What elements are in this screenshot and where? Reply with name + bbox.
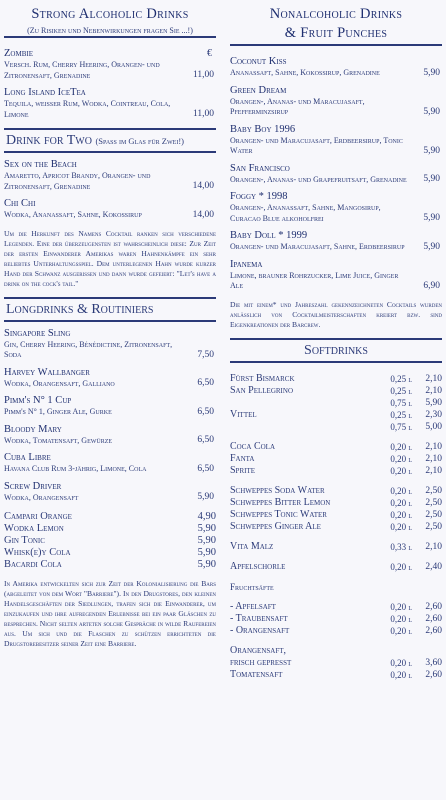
- drink-description: Wodka, Tomatensaft, Gewürze: [4, 435, 113, 445]
- softdrink-row: [230, 669, 442, 681]
- currency-symbol: €: [207, 48, 212, 59]
- drink-name: Screw Driver: [4, 480, 62, 492]
- drink-name: Foggy * 1998: [230, 191, 288, 202]
- softdrink-row: [230, 521, 442, 533]
- softdrink-volume: 0,20 l: [390, 509, 412, 520]
- longdrinks-title: Longdrinks & Routiniers: [6, 301, 154, 317]
- menu-item: [4, 159, 216, 192]
- simple-drink-row: [4, 511, 216, 523]
- softdrink-volume: 0,75 l: [390, 397, 412, 408]
- drink-price: 5,90: [423, 67, 440, 78]
- menu-item: [230, 230, 442, 253]
- softdrink-name: Coca Cola: [230, 440, 276, 452]
- softdrink-row: [230, 601, 442, 613]
- softdrink-price: [412, 645, 442, 657]
- softdrink-name: Tomatensaft: [230, 668, 283, 680]
- softdrink-volume: 0,20 l: [390, 669, 412, 680]
- drink-price: 5,90: [197, 535, 216, 546]
- softdrink-row: [230, 409, 442, 421]
- softdrink-price: 2,10: [425, 385, 442, 396]
- drink-description: Gin, Cherry Heering, Bénédictine, Zitronensaft, Soda: [4, 339, 173, 359]
- menu-item: [230, 56, 442, 79]
- softdrinks-section: [230, 338, 442, 681]
- right-column: [230, 6, 442, 681]
- drink-name: Harvey Wallbanger: [4, 366, 90, 378]
- menu-item: [4, 198, 216, 221]
- drink-description: Tequila, weißer Rum, Wodka, Cointreau, Cola, Limone: [4, 99, 171, 119]
- softdrink-row: [230, 657, 442, 669]
- softdrink-price: 2,60: [425, 625, 442, 636]
- softdrink-row: [230, 561, 442, 573]
- softdrink-name: Apfelschorle: [230, 560, 286, 572]
- softdrink-price: 3,60: [425, 657, 442, 668]
- drink-price: 6,90: [423, 280, 440, 291]
- drink-name: Bacardi Cola: [4, 559, 62, 570]
- softdrink-price: 2,60: [425, 669, 442, 680]
- menu-item: [4, 481, 216, 504]
- menu-item: [230, 163, 442, 186]
- bar-history-note: In Amerika entwickelten sich zur Zeit der Kolonialisierung die Bars (abgeleitet von dem Wort "Barriere"). In den Drugstores, den kleinen Handelsgeschäften der Siedlungen, trafen sich die Einwanderer, um einzukaufen und ihre aufregenden Erlebnisse bei ein paar Gläschen zu besprechen. Nicht selten arteten solche Gespräche in wilde Raufereien aus. Um sich und die Flaschen zu schützen errichteten die Drugstorebesitzer seiner Zeit eine Barriere.: [4, 579, 216, 648]
- softdrink-row: [230, 465, 442, 477]
- softdrink-name: Sprite: [230, 464, 256, 476]
- drink-name: San Francisco: [230, 162, 290, 174]
- drink-name: Chi Chi: [4, 198, 36, 209]
- softdrink-row: [230, 373, 442, 385]
- menu-item: [230, 259, 442, 292]
- drink-price: 5,90: [197, 547, 216, 558]
- drink-description: Havana Club Rum 3-jährig, Limone, Cola: [4, 464, 147, 473]
- softdrink-volume: 0,25 l: [390, 373, 412, 384]
- drink-price: 5,90: [197, 492, 214, 502]
- drink-price: 5,90: [423, 174, 440, 184]
- softdrink-volume: 0,25 l: [390, 409, 412, 420]
- softdrink-name: - Traubensaft: [230, 612, 288, 624]
- softdrinks-list: [230, 373, 442, 681]
- softdrink-price: 2,60: [425, 601, 442, 612]
- softdrink-name: - Apfelsaft: [230, 600, 276, 612]
- drink-description: Orangen- und Maracujasaft, Sahne, Erdbeersirup: [230, 242, 405, 251]
- championship-note: Die mit einem* und Jahreszahl gekennzeichneten Cocktails wurden anlässlich von Cocktailmeisterschaften kreiert bzw. sind Eigenkreationen der Barcrew.: [230, 299, 442, 329]
- softdrink-price: 2,50: [425, 485, 442, 496]
- softdrink-name: frisch gepresst: [230, 656, 292, 668]
- drink-price: 14,00: [192, 181, 214, 191]
- softdrink-name: Schweppes Soda Water: [230, 484, 325, 496]
- softdrink-name: - Orangensaft: [230, 624, 290, 636]
- drink-price: 6,50: [197, 435, 214, 445]
- row-gap: [230, 477, 442, 485]
- menu-item: [4, 48, 216, 81]
- softdrink-name: [230, 421, 368, 433]
- drink-price: 6,50: [197, 378, 214, 388]
- softdrink-price: 5,90: [425, 397, 442, 408]
- softdrink-name: Schweppes Bitter Lemon: [230, 496, 331, 508]
- softdrink-volume: 0,20 l: [390, 625, 412, 636]
- softdrink-price: 2,50: [425, 497, 442, 508]
- softdrink-row: [230, 509, 442, 521]
- softdrink-volume: 0,20 l: [390, 441, 412, 452]
- drink-description: Orangen- und Maracujasaft, Erdbeersirup, Tonic Water: [230, 135, 403, 155]
- nonalcoholic-title-line1: Nonalcoholic Drinks: [269, 6, 403, 22]
- softdrink-price: 2,10: [425, 373, 442, 384]
- softdrink-row: [230, 541, 442, 553]
- strong-drinks-subtitle: (Zu Risiken und Nebenwirkungen fragen Sie ...!): [27, 26, 193, 35]
- drink-name: Gin Tonic: [4, 535, 45, 546]
- softdrink-name: San Pellegrino: [230, 384, 294, 396]
- softdrink-volume: 0,33 l: [390, 541, 412, 552]
- left-column: [4, 6, 216, 649]
- softdrink-name: Schweppes Tonic Water: [230, 508, 327, 520]
- softdrink-name: Vittel: [230, 408, 257, 420]
- drink-price: 5,90: [423, 213, 440, 223]
- drink-price: 14,00: [192, 209, 214, 220]
- simple-drink-row: [4, 523, 216, 535]
- drink-name: Singapore Sling: [4, 327, 71, 339]
- softdrink-row: [230, 645, 442, 657]
- row-gap: [230, 593, 442, 601]
- softdrink-volume: 0,20 l: [390, 497, 412, 508]
- softdrink-volume: 0,20 l: [390, 465, 412, 476]
- menu-item: [230, 124, 442, 157]
- drink-price: 11,00: [192, 109, 214, 119]
- softdrink-row: [230, 397, 442, 409]
- drink-name: Cuba Libre: [4, 452, 51, 463]
- softdrinks-header: [230, 338, 442, 363]
- softdrink-price: 2,10: [425, 541, 442, 552]
- drink-price: 5,90: [423, 241, 440, 252]
- softdrink-price: 2,10: [425, 465, 442, 476]
- drink-price: 6,50: [197, 463, 214, 474]
- drink-name: Wodka Lemon: [4, 523, 64, 534]
- softdrink-row: [230, 625, 442, 637]
- drink-for-two-title: Drink for Two: [6, 133, 92, 148]
- nonalcoholic-section: [230, 6, 442, 330]
- softdrink-row: [230, 421, 442, 433]
- softdrink-volume: 0,20 l: [390, 561, 412, 572]
- longdrinks-header: [4, 297, 216, 322]
- row-gap: [230, 637, 442, 645]
- drink-name: Bloody Mary: [4, 423, 62, 435]
- drink-price: 11,00: [192, 70, 214, 80]
- strong-drinks-section: [4, 6, 216, 120]
- row-gap: [230, 433, 442, 441]
- drink-name: Baby Boy 1996: [230, 123, 296, 135]
- softdrink-volume: 0,20 l: [390, 453, 412, 464]
- drink-name: Coconut Kiss: [230, 56, 287, 67]
- softdrink-price: 2,10: [425, 453, 442, 464]
- drink-description: Orangen-, Ananas- und Maracujasaft, Pfefferminzsirup: [230, 96, 365, 116]
- softdrink-row: [230, 485, 442, 497]
- menu-item: [4, 87, 216, 120]
- row-gap: [230, 533, 442, 541]
- softdrink-price: 5,00: [425, 421, 442, 432]
- softdrink-row: [230, 441, 442, 453]
- drink-name: Ipanema: [230, 258, 263, 270]
- softdrink-row: [230, 497, 442, 509]
- drink-price: 5,90: [423, 145, 440, 156]
- softdrink-volume: 0,20 l: [390, 521, 412, 532]
- softdrink-name: Fanta: [230, 452, 255, 464]
- simple-drink-row: [4, 559, 216, 571]
- longdrinks-section: [4, 297, 216, 650]
- softdrink-volume: 0,75 l: [390, 421, 412, 432]
- simple-drink-row: [4, 535, 216, 547]
- softdrink-volume: 0,20 l: [390, 601, 412, 612]
- softdrink-price: 2,30: [425, 409, 442, 420]
- drink-description: Wodka, Ananassaft, Sahne, Kokossirup: [4, 210, 142, 219]
- drink-description: Amaretto, Apricot Brandy, Orangen- und Zitronensaft, Grenadine: [4, 171, 151, 191]
- softdrink-name: [230, 397, 368, 409]
- strong-drinks-title: Strong Alcoholic Drinks: [31, 6, 189, 22]
- drink-description: Pimm's N° 1, Ginger Ale, Gurke: [4, 407, 112, 416]
- drink-description: Ananassaft, Sahne, Kokossirup, Grenadine: [230, 68, 380, 77]
- softdrink-group-heading: Fruchtsäfte: [230, 581, 274, 592]
- drink-name: Sex on the Beach: [4, 159, 77, 170]
- drink-price: 7,50: [197, 349, 214, 360]
- menu-item: [4, 367, 216, 390]
- softdrink-name: Orangensaft,: [230, 644, 287, 656]
- drink-price: 5,90: [423, 106, 440, 117]
- menu-item: [230, 191, 442, 224]
- menu-item: [4, 452, 216, 475]
- menu-item: [4, 395, 216, 418]
- softdrink-name: Vita Malz: [230, 540, 274, 552]
- drink-name: Pimm's N° 1 Cup: [4, 395, 72, 406]
- drink-description: Limone, brauner Rohrzucker, Lime Juice, Ginger Ale: [230, 270, 399, 290]
- drink-name: Zombie: [4, 48, 33, 59]
- drink-name: Campari Orange: [4, 511, 72, 522]
- menu-item: [230, 85, 442, 118]
- drink-price: 5,90: [197, 523, 216, 534]
- softdrink-name: Fürst Bismarck: [230, 372, 295, 384]
- softdrink-volume: 0,20 l: [390, 657, 412, 668]
- menu-item: [4, 424, 216, 447]
- simple-drink-row: [4, 547, 216, 559]
- softdrink-price: 2,50: [425, 509, 442, 520]
- cocktail-origin-note: Um die Herkunft des Namens Cocktail ranken sich verschiedene Legenden. Eine der überzeugensten ist wahrscheinlich diese: Zur Zeit der ersten Einwanderer Amerikas waren Hahnenkämpfe ein sehr beliebtes Unterhaltungsspiel. Dem unterlegenen Hahn wurde kurzer Hand der Schwanz ausgerissen und dann wurde gefeiert: "Let's have a drink on the cock's tail.": [4, 228, 216, 288]
- drink-for-two-subtitle: (Spass im Glas für Zwei!): [95, 136, 184, 146]
- softdrink-volume: 0,25 l: [390, 385, 412, 396]
- softdrink-price: 2,60: [425, 613, 442, 624]
- softdrink-name: Schweppes Ginger Ale: [230, 520, 321, 532]
- drink-name: Whisk(e)y Cola: [4, 547, 71, 558]
- drink-name: Baby Doll * 1999: [230, 230, 308, 241]
- softdrink-volume: [368, 645, 412, 657]
- drink-for-two-header: [4, 128, 216, 153]
- drink-price: 5,90: [197, 559, 216, 570]
- softdrink-volume: 0,20 l: [390, 485, 412, 496]
- drink-description: Orangen-, Ananassaft, Sahne, Mangosirup, Curacao Blue alkoholfrei: [230, 203, 381, 223]
- softdrink-price: 2,50: [425, 521, 442, 532]
- drink-description: Orangen-, Ananas- und Grapefruitsaft, Grenadine: [230, 174, 407, 184]
- softdrink-row: [230, 613, 442, 625]
- nonalcoholic-title-line2: & Fruit Punches: [284, 25, 388, 41]
- row-gap: [230, 573, 442, 581]
- softdrink-price: 2,10: [425, 441, 442, 452]
- softdrink-price: 2,40: [425, 561, 442, 572]
- drink-description: Wodka, Orangensaft, Galliano: [4, 378, 115, 388]
- drink-price: 4,90: [197, 511, 216, 522]
- softdrink-row: [230, 453, 442, 465]
- menu-item: [4, 328, 216, 361]
- row-gap: [230, 553, 442, 561]
- softdrink-volume: 0,20 l: [390, 613, 412, 624]
- strong-drinks-header: [4, 6, 216, 38]
- softdrink-row: [230, 385, 442, 397]
- drink-name: Green Dream: [230, 84, 287, 96]
- drink-description: Versch. Rum, Cherry Heering, Orangen- und Zitronensaft, Grenadine: [4, 60, 160, 80]
- drink-price: 6,50: [197, 406, 214, 417]
- drink-for-two-section: [4, 128, 216, 289]
- softdrinks-title: Softdrinks: [304, 342, 368, 358]
- drink-description: Wodka, Orangensaft: [4, 492, 79, 502]
- drink-name: Long Island IceTea: [4, 87, 86, 98]
- nonalcoholic-header: [230, 6, 442, 46]
